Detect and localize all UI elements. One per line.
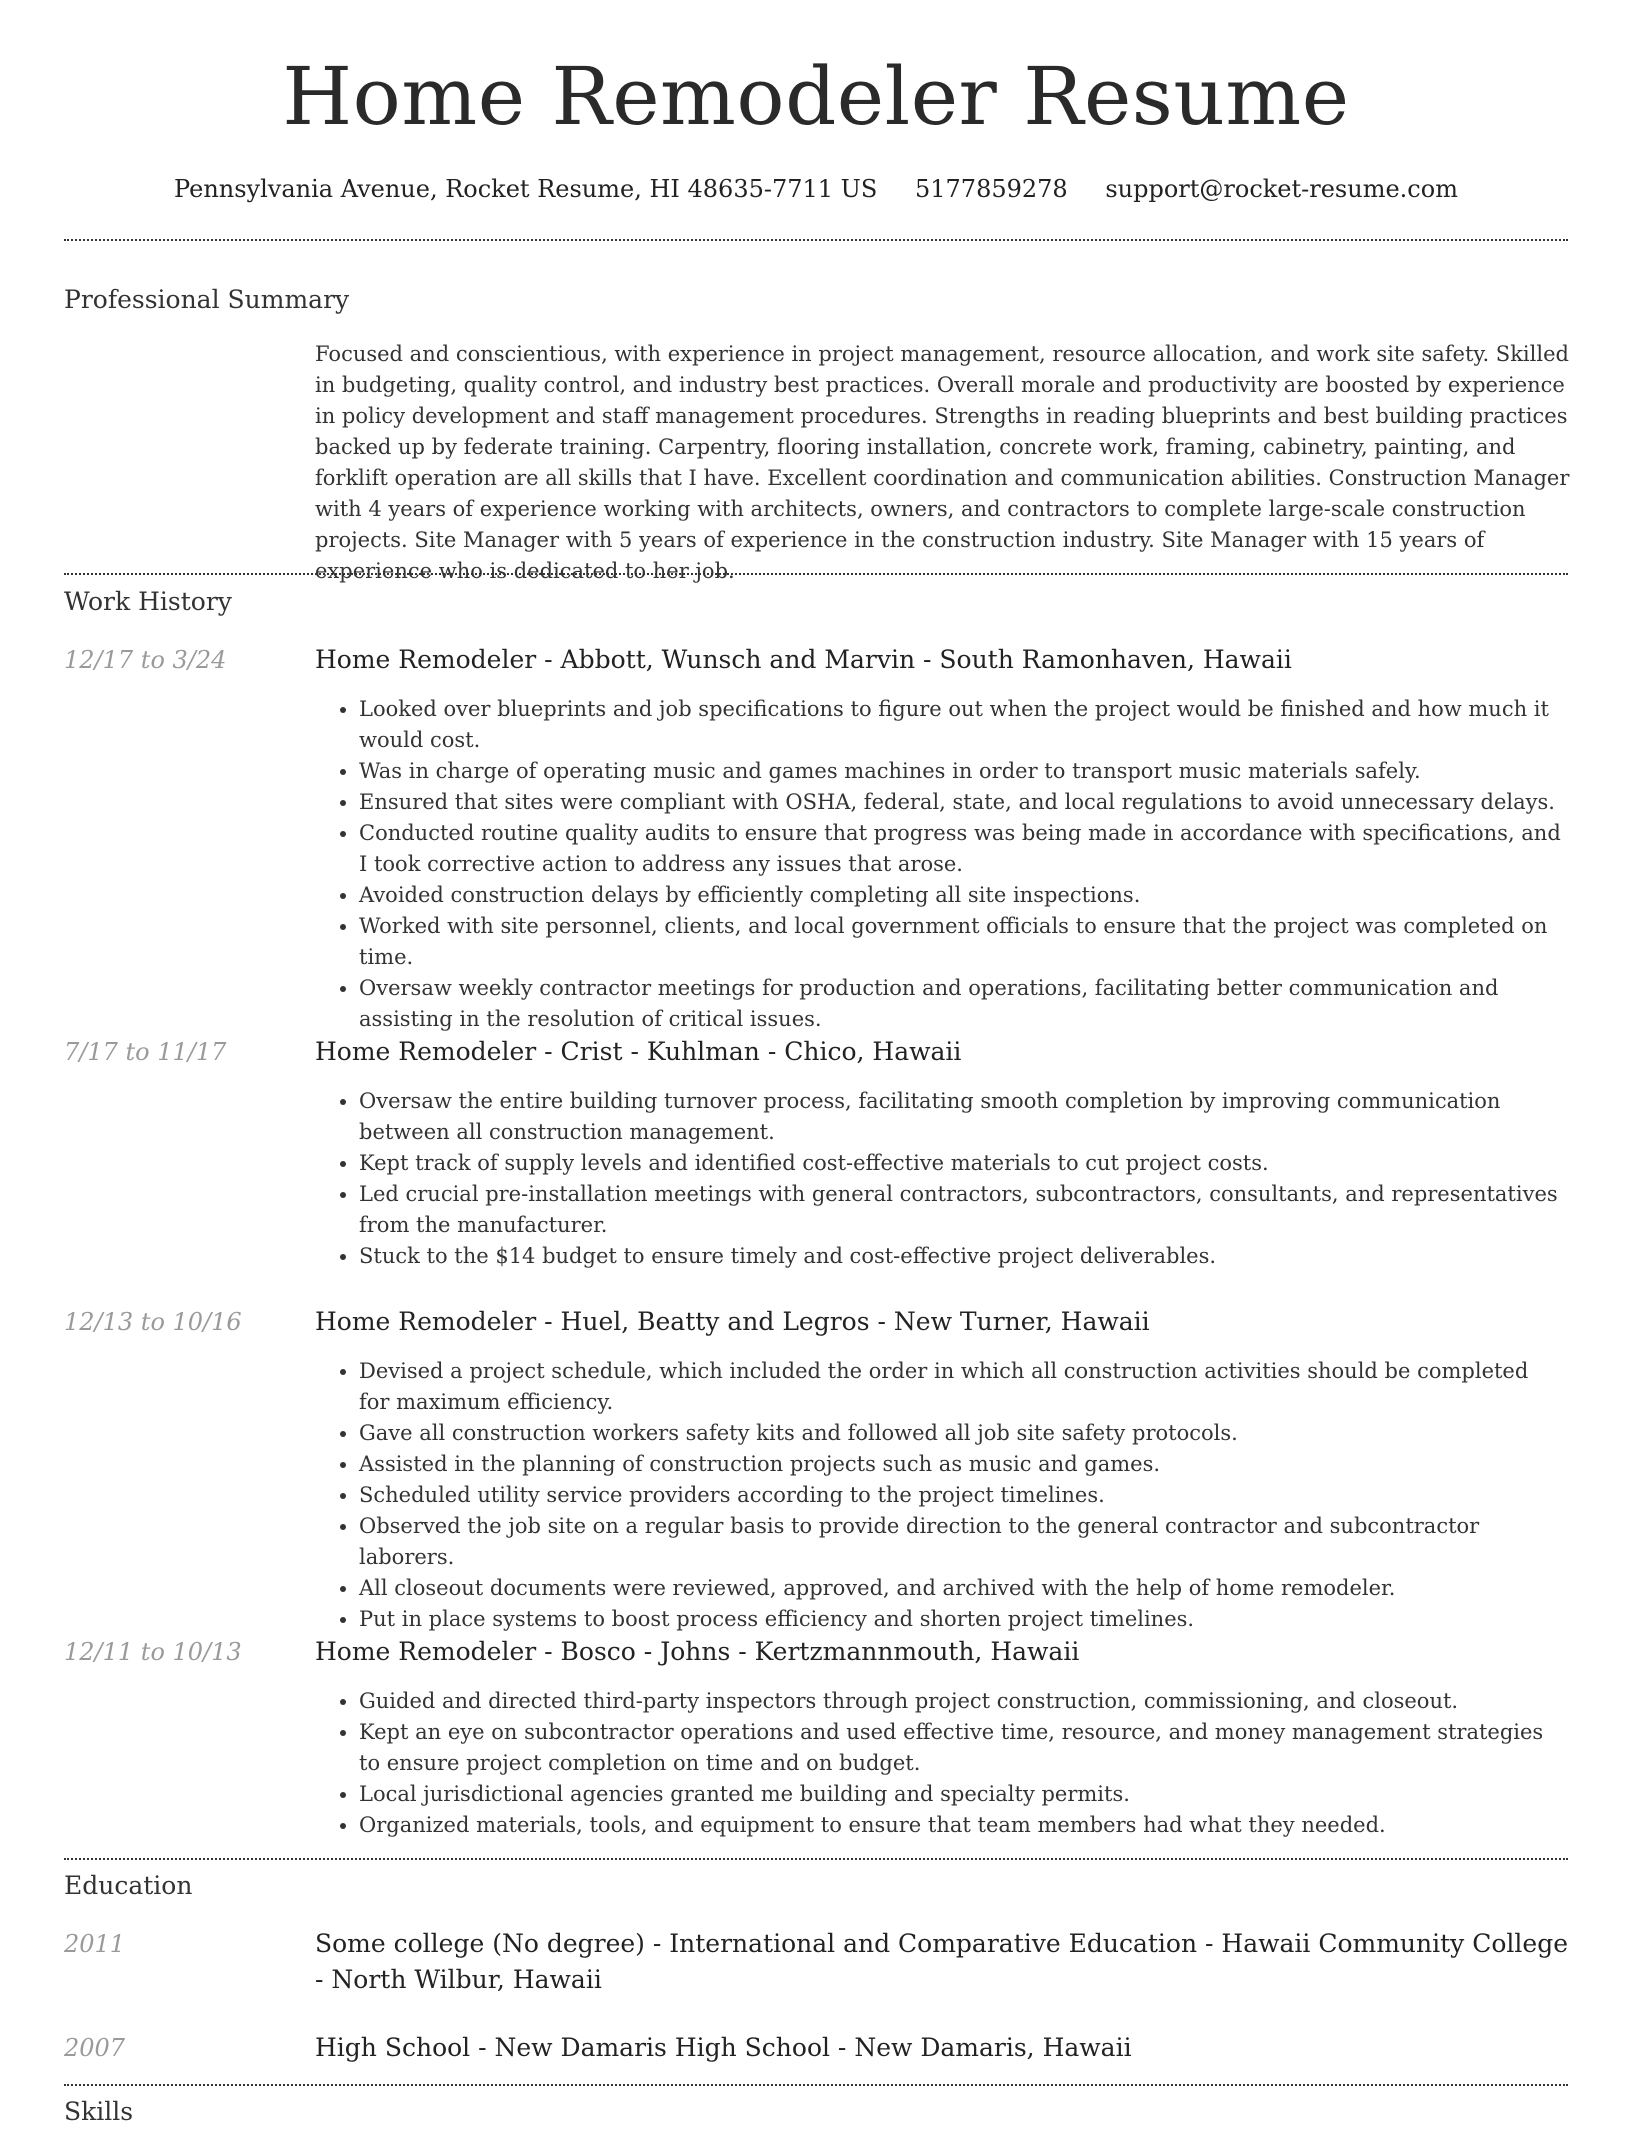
list-item: • Guided and directed third-party inspectors through project construction, commissioning, and closeout. [359,1686,1565,1717]
list-item: • Led crucial pre-installation meetings with general contractors, subcontractors, consultants, and representatives from the manufacturer. [359,1179,1565,1241]
contact-line [0,169,1632,209]
job-title: Home Remodeler - Huel, Beatty and Legros - New Turner, Hawaii [315,1307,1150,1336]
contact-phone: 5177859278 [914,175,1068,203]
list-item: • Assisted in the planning of construction projects such as music and games. [359,1449,1565,1480]
summary-text: Focused and conscientious, with experience in project management, resource allocation, and work site safety. Skilled in budgeting, quality control, and industry best practices. Overall morale and productivity are boosted by experience in policy development and staff management procedures. Strengths in reading blueprints and best building practices backed up by federate training. Carpentry, flooring installation, concrete work, framing, cabinetry, painting, and forklift operation are all skills that I have. Excellent coordination and communication abilities. Construction Manager with 4 years of experience working with architects, owners, and contractors to complete large-scale construction projects. Site Manager with 5 years of experience in the construction industry. Site Manager with 15 years of experience who is dedicated to her job. [315,342,1570,583]
list-item: • Scheduled utility service providers according to the project timelines. [359,1480,1565,1511]
list-item: • Looked over blueprints and job specifications to figure out when the project would be finished and how much it would cost. [359,694,1565,756]
list-item: • Ensured that sites were compliant with OSHA, federal, state, and local regulations to avoid unnecessary delays. [359,787,1565,818]
section-heading-summary: Professional Summary [64,285,350,314]
divider [64,239,1568,241]
education-year: 2007 [64,2034,126,2062]
list-item: • Stuck to the $14 budget to ensure timely and cost-effective project deliverables. [359,1241,1565,1272]
job-title: Home Remodeler - Crist - Kuhlman - Chico, Hawaii [315,1037,962,1066]
job-bullets [315,1086,1565,1272]
list-item: • Kept track of supply levels and identified cost-effective materials to cut project costs. [359,1148,1565,1179]
list-item: • Observed the job site on a regular basis to provide direction to the general contractor and subcontractor laborers. [359,1511,1565,1573]
list-item: • Conducted routine quality audits to ensure that progress was being made in accordance with specifications, and I took corrective action to address any issues that arose. [359,818,1565,880]
list-item: • Avoided construction delays by efficiently completing all site inspections. [359,880,1565,911]
job-title: Home Remodeler - Abbott, Wunsch and Marvin - South Ramonhaven, Hawaii [315,645,1292,674]
job-title: Home Remodeler - Bosco - Johns - Kertzmannmouth, Hawaii [315,1637,1080,1666]
divider [64,573,1568,575]
list-item: • Organized materials, tools, and equipment to ensure that team members had what they needed. [359,1810,1565,1841]
job-dates: 12/11 to 10/13 [64,1638,242,1666]
section-heading-education: Education [64,1871,193,1900]
job-dates: 12/13 to 10/16 [64,1308,242,1336]
job-bullets [315,1686,1565,1841]
list-item: • Worked with site personnel, clients, and local government officials to ensure that the project was completed on time. [359,911,1565,973]
list-item: • Kept an eye on subcontractor operations and used effective time, resource, and money management strategies to ensure project completion on time and on budget. [359,1717,1565,1779]
divider [64,1858,1568,1860]
job-bullets [315,1356,1565,1635]
list-item: • Local jurisdictional agencies granted me building and specialty permits. [359,1779,1565,1810]
list-item: • Devised a project schedule, which included the order in which all construction activities should be completed for maximum efficiency. [359,1356,1565,1418]
education-entry: High School - New Damaris High School - New Damaris, Hawaii [315,2033,1132,2062]
list-item: • Gave all construction workers safety kits and followed all job site safety protocols. [359,1418,1565,1449]
section-heading-skills: Skills [64,2097,134,2126]
job-dates: 12/17 to 3/24 [64,646,227,674]
list-item: • Put in place systems to boost process efficiency and shorten project timelines. [359,1604,1565,1635]
education-year: 2011 [64,1930,126,1958]
page-title: Home Remodeler Resume [282,50,1350,143]
contact-address: Pennsylvania Avenue, Rocket Resume, HI 48635-7711 US [174,175,878,203]
education-entry: Some college (No degree) - International and Comparative Education - Hawaii Community College - North Wilbur, Hawaii [315,1929,1569,1994]
list-item: • Was in charge of operating music and games machines in order to transport music materials safely. [359,756,1565,787]
divider [64,2084,1568,2086]
list-item: • Oversaw the entire building turnover process, facilitating smooth completion by improving communication between all construction management. [359,1086,1565,1148]
list-item: • Oversaw weekly contractor meetings for production and operations, facilitating better communication and assisting in the resolution of critical issues. [359,973,1565,1035]
contact-email[interactable]: support@rocket-resume.com [1105,175,1458,203]
section-heading-work-history: Work History [64,587,232,616]
job-bullets [315,694,1565,1035]
job-dates: 7/17 to 11/17 [64,1038,227,1066]
list-item: • All closeout documents were reviewed, approved, and archived with the help of home remodeler. [359,1573,1565,1604]
